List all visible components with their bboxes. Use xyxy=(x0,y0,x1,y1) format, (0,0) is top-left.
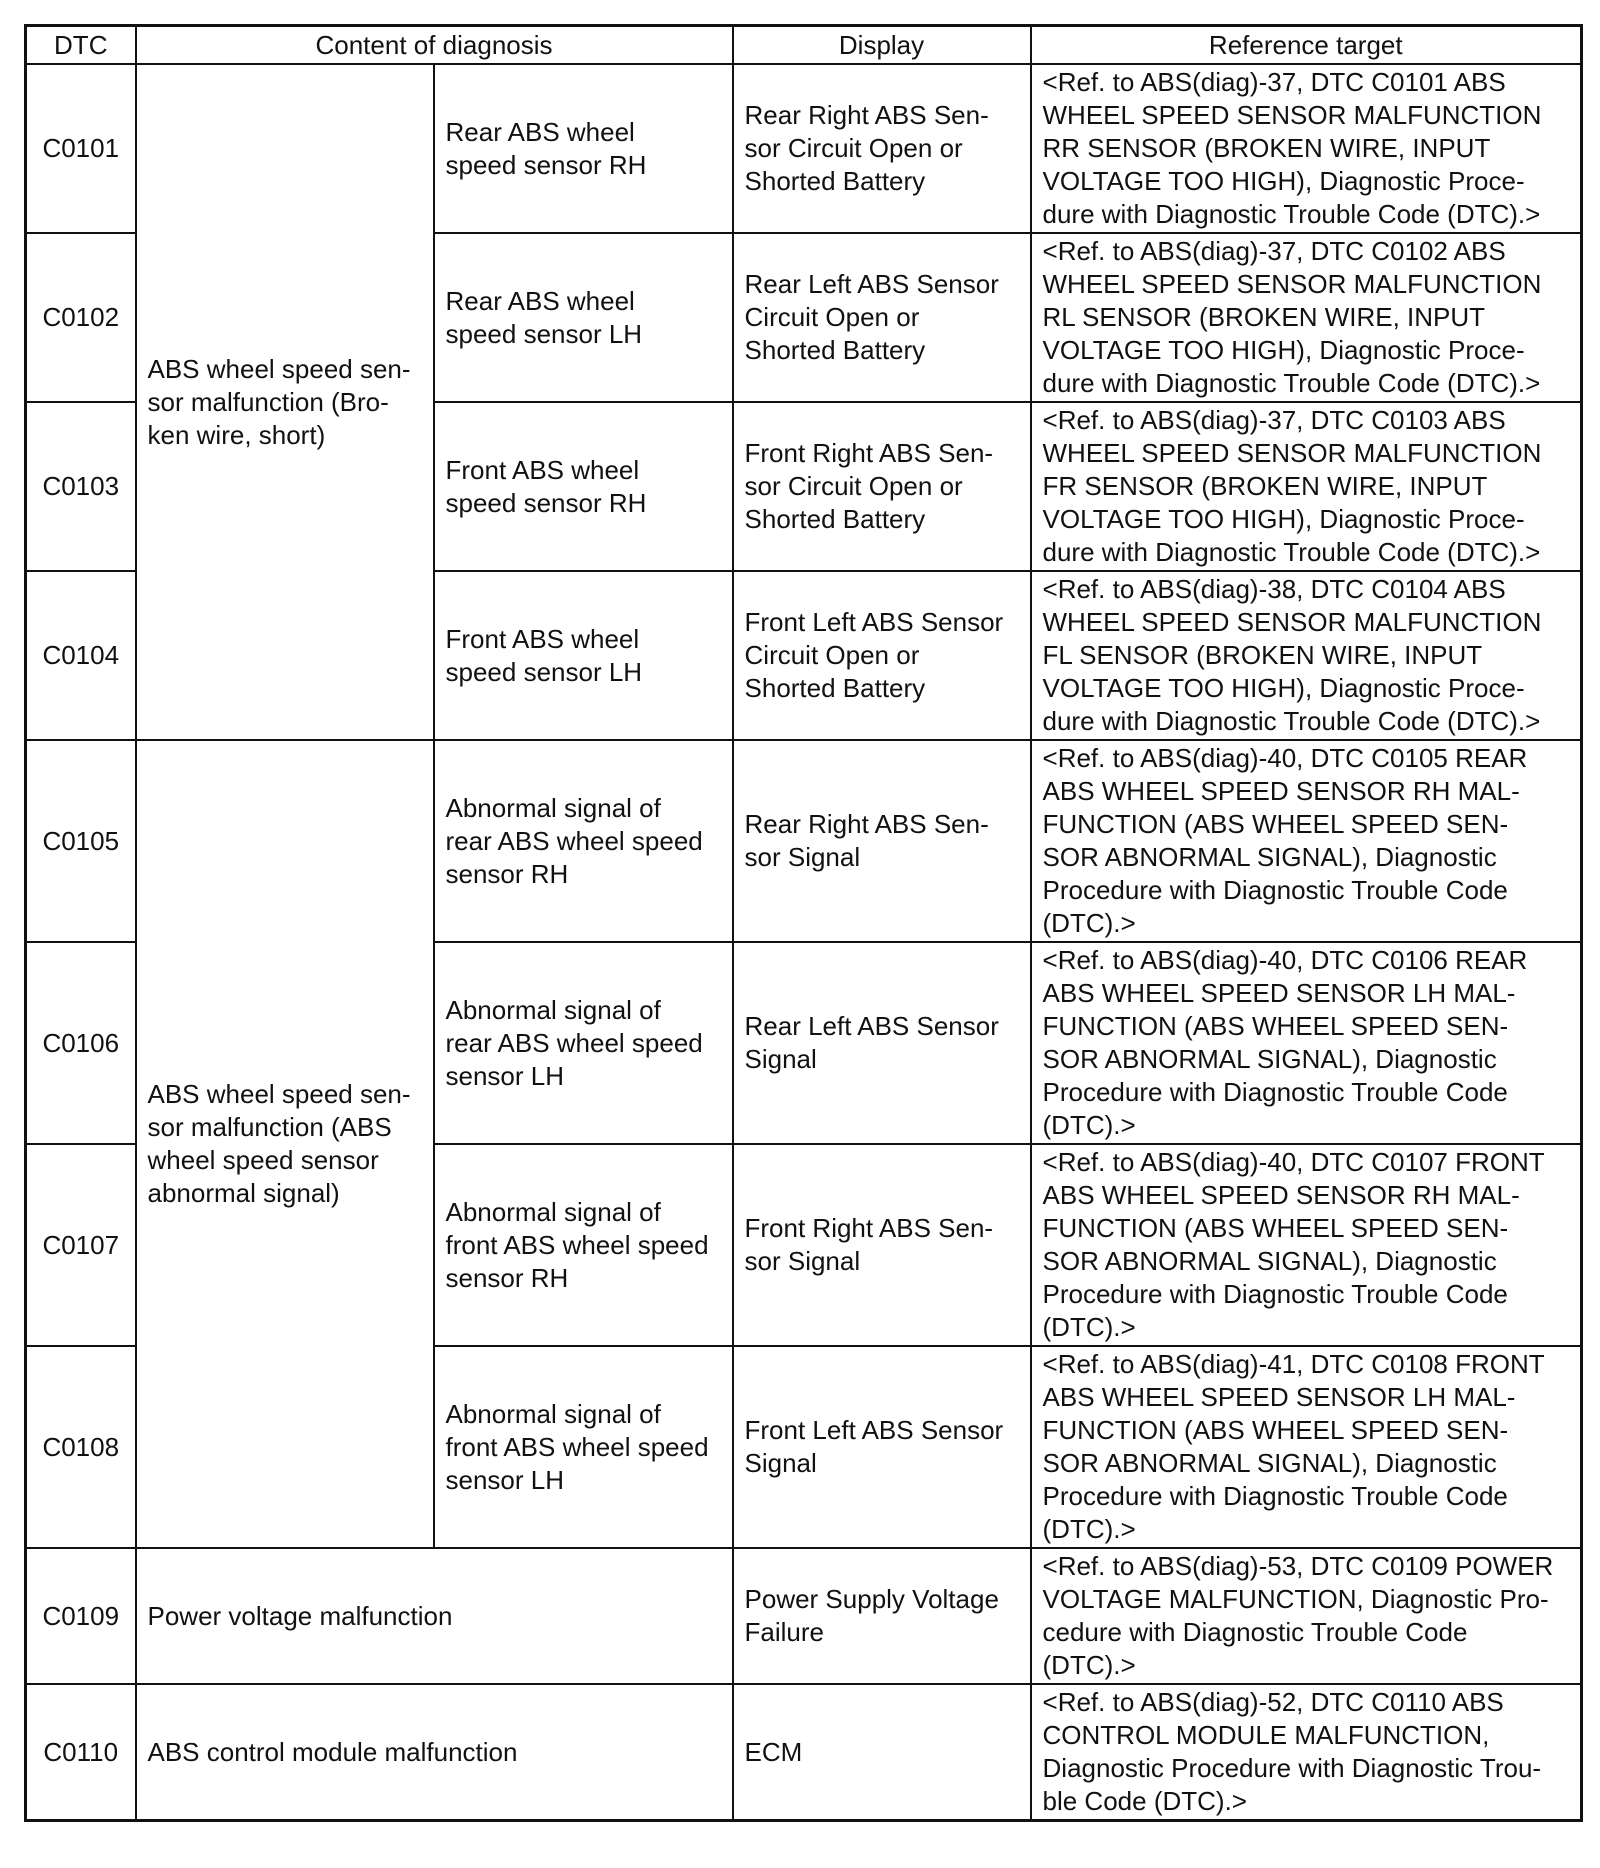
text-line: abnormal signal) xyxy=(147,1178,340,1208)
text-line: FUNCTION (ABS WHEEL SPEED SEN- xyxy=(1042,1415,1509,1445)
reference-target-cell xyxy=(1031,942,1582,1144)
text-line: front ABS wheel speed xyxy=(445,1431,709,1462)
text-line: WHEEL SPEED SENSOR MALFUNCTION xyxy=(1042,438,1542,468)
text-line: dure with Diagnostic Trouble Code (DTC).> xyxy=(1042,537,1541,567)
reference-target-cell xyxy=(1031,1684,1582,1821)
text-line: VOLTAGE MALFUNCTION, Diagnostic Pro- xyxy=(1042,1584,1549,1614)
text-line: ECM xyxy=(744,1736,803,1767)
diagnosis-content-cell xyxy=(434,1144,733,1346)
diagnosis-content-cell xyxy=(434,740,733,942)
text-line: speed sensor RH xyxy=(445,149,647,180)
text-line: FUNCTION (ABS WHEEL SPEED SEN- xyxy=(1042,1011,1509,1041)
text-line: Rear Right ABS Sen- xyxy=(744,809,989,839)
header-dtc: DTC xyxy=(26,26,136,65)
table-row xyxy=(26,1684,1582,1821)
text-line: sor malfunction (Bro- xyxy=(147,386,389,417)
text-line: wheel speed sensor xyxy=(147,1145,379,1175)
diagnosis-content-cell xyxy=(136,1684,733,1821)
display-cell xyxy=(733,740,1031,942)
text-line: Rear Left ABS Sensor xyxy=(744,269,999,299)
text-line: Front ABS wheel xyxy=(445,454,640,485)
dtc-code-cell: C0102 xyxy=(26,233,136,402)
header-content: Content of diagnosis xyxy=(136,26,733,65)
header-row xyxy=(26,26,1582,65)
text-line: sensor LH xyxy=(445,1060,564,1091)
text-line: <Ref. to ABS(diag)-37, DTC C0101 ABS xyxy=(1042,67,1506,97)
text-line: <Ref. to ABS(diag)-53, DTC C0109 POWER xyxy=(1042,1551,1554,1581)
reference-target-cell xyxy=(1031,402,1582,571)
text-line: Diagnostic Procedure with Diagnostic Trou- xyxy=(1042,1753,1542,1783)
text-line: Shorted Battery xyxy=(744,504,926,534)
text-line: (DTC).> xyxy=(1042,1312,1136,1342)
text-line: rear ABS wheel speed xyxy=(445,1027,703,1058)
text-line: VOLTAGE TOO HIGH), Diagnostic Proce- xyxy=(1042,335,1525,365)
text-line: ABS WHEEL SPEED SENSOR LH MAL- xyxy=(1042,1382,1516,1412)
dtc-code-cell: C0109 xyxy=(26,1548,136,1684)
text-line: VOLTAGE TOO HIGH), Diagnostic Proce- xyxy=(1042,166,1525,196)
diagnosis-group-cell xyxy=(136,740,434,1548)
text-line: Failure xyxy=(744,1617,824,1647)
diagnosis-content-cell xyxy=(434,402,733,571)
table-row xyxy=(26,64,1582,233)
text-line: SOR ABNORMAL SIGNAL), Diagnostic xyxy=(1042,842,1497,872)
text-line: Abnormal signal of xyxy=(445,1398,661,1429)
text-line: Front Right ABS Sen- xyxy=(744,438,994,468)
display-cell xyxy=(733,402,1031,571)
display-cell xyxy=(733,571,1031,740)
text-line: sor malfunction (ABS xyxy=(147,1112,392,1142)
text-line: Signal xyxy=(744,1448,817,1478)
text-line: sor Signal xyxy=(744,842,861,872)
text-line: CONTROL MODULE MALFUNCTION, xyxy=(1042,1720,1490,1750)
header-display: Display xyxy=(733,26,1031,65)
text-line: speed sensor RH xyxy=(445,487,647,518)
text-line: <Ref. to ABS(diag)-37, DTC C0103 ABS xyxy=(1042,405,1506,435)
text-line: front ABS wheel speed xyxy=(445,1229,709,1260)
text-line: Signal xyxy=(744,1044,817,1074)
text-line: Power Supply Voltage xyxy=(744,1584,999,1614)
text-line: sor Signal xyxy=(744,1246,861,1276)
reference-target-cell xyxy=(1031,571,1582,740)
text-line: Abnormal signal of xyxy=(445,994,661,1025)
text-line: dure with Diagnostic Trouble Code (DTC).> xyxy=(1042,199,1541,229)
text-line: ABS wheel speed sen- xyxy=(147,1079,411,1109)
text-line: rear ABS wheel speed xyxy=(445,825,703,856)
text-line: Circuit Open or xyxy=(744,640,920,670)
text-line: Shorted Battery xyxy=(744,335,926,365)
reference-target-cell xyxy=(1031,1548,1582,1684)
text-line: (DTC).> xyxy=(1042,1110,1136,1140)
diagnosis-content-cell xyxy=(434,571,733,740)
text-line: dure with Diagnostic Trouble Code (DTC).> xyxy=(1042,706,1541,736)
text-line: Procedure with Diagnostic Trouble Code xyxy=(1042,1279,1508,1309)
text-line: (DTC).> xyxy=(1042,908,1136,938)
display-cell xyxy=(733,1144,1031,1346)
text-line: WHEEL SPEED SENSOR MALFUNCTION xyxy=(1042,269,1542,299)
text-line: ABS control module malfunction xyxy=(147,1736,518,1767)
text-line: FUNCTION (ABS WHEEL SPEED SEN- xyxy=(1042,1213,1509,1243)
diagnosis-content-cell xyxy=(434,1346,733,1548)
text-line: sor Circuit Open or xyxy=(744,133,963,163)
text-line: Abnormal signal of xyxy=(445,1196,661,1227)
dtc-code-cell: C0104 xyxy=(26,571,136,740)
text-line: <Ref. to ABS(diag)-52, DTC C0110 ABS xyxy=(1042,1687,1504,1717)
text-line: SOR ABNORMAL SIGNAL), Diagnostic xyxy=(1042,1246,1497,1276)
text-line: Shorted Battery xyxy=(744,673,926,703)
text-line: Power voltage malfunction xyxy=(147,1600,453,1631)
text-line: VOLTAGE TOO HIGH), Diagnostic Proce- xyxy=(1042,504,1525,534)
table-row xyxy=(26,740,1582,942)
text-line: sensor RH xyxy=(445,858,569,889)
text-line: ABS WHEEL SPEED SENSOR RH MAL- xyxy=(1042,1180,1520,1210)
text-line: (DTC).> xyxy=(1042,1650,1136,1680)
display-cell xyxy=(733,64,1031,233)
text-line: dure with Diagnostic Trouble Code (DTC).> xyxy=(1042,368,1541,398)
text-line: Abnormal signal of xyxy=(445,792,661,823)
text-line: Front Left ABS Sensor xyxy=(744,607,1004,637)
reference-target-cell xyxy=(1031,1144,1582,1346)
text-line: sensor RH xyxy=(445,1262,569,1293)
text-line: Rear Left ABS Sensor xyxy=(744,1011,999,1041)
diagnosis-content-cell xyxy=(434,942,733,1144)
text-line: <Ref. to ABS(diag)-40, DTC C0105 REAR xyxy=(1042,743,1528,773)
text-line: VOLTAGE TOO HIGH), Diagnostic Proce- xyxy=(1042,673,1525,703)
dtc-code-cell: C0107 xyxy=(26,1144,136,1346)
text-line: <Ref. to ABS(diag)-41, DTC C0108 FRONT xyxy=(1042,1349,1545,1379)
text-line: Rear ABS wheel xyxy=(445,285,635,316)
text-line: ABS wheel speed sen- xyxy=(147,353,411,384)
reference-target-cell xyxy=(1031,1346,1582,1548)
text-line: ble Code (DTC).> xyxy=(1042,1786,1247,1816)
text-line: cedure with Diagnostic Trouble Code xyxy=(1042,1617,1468,1647)
display-cell xyxy=(733,233,1031,402)
reference-target-cell xyxy=(1031,64,1582,233)
text-line: sor Circuit Open or xyxy=(744,471,963,501)
text-line: <Ref. to ABS(diag)-38, DTC C0104 ABS xyxy=(1042,574,1506,604)
text-line: Procedure with Diagnostic Trouble Code xyxy=(1042,1481,1508,1511)
text-line: <Ref. to ABS(diag)-37, DTC C0102 ABS xyxy=(1042,236,1506,266)
dtc-code-cell: C0105 xyxy=(26,740,136,942)
text-line: Front Right ABS Sen- xyxy=(744,1213,994,1243)
text-line: Rear Right ABS Sen- xyxy=(744,100,989,130)
text-line: <Ref. to ABS(diag)-40, DTC C0107 FRONT xyxy=(1042,1147,1545,1177)
display-cell xyxy=(733,1548,1031,1684)
text-line: FL SENSOR (BROKEN WIRE, INPUT xyxy=(1042,640,1483,670)
reference-target-cell xyxy=(1031,740,1582,942)
diagnosis-content-cell xyxy=(434,233,733,402)
text-line: speed sensor LH xyxy=(445,318,643,349)
reference-target-cell xyxy=(1031,233,1582,402)
text-line: FR SENSOR (BROKEN WIRE, INPUT xyxy=(1042,471,1488,501)
text-line: <Ref. to ABS(diag)-40, DTC C0106 REAR xyxy=(1042,945,1528,975)
diagnosis-content-cell xyxy=(136,1548,733,1684)
text-line: Shorted Battery xyxy=(744,166,926,196)
diagnosis-group-cell xyxy=(136,64,434,740)
text-line: ken wire, short) xyxy=(147,419,326,450)
table-row xyxy=(26,1548,1582,1684)
diagnosis-content-cell xyxy=(434,64,733,233)
text-line: Rear ABS wheel xyxy=(445,116,635,147)
text-line: SOR ABNORMAL SIGNAL), Diagnostic xyxy=(1042,1044,1497,1074)
display-cell xyxy=(733,1684,1031,1821)
text-line: sensor LH xyxy=(445,1464,564,1495)
dtc-code-cell: C0103 xyxy=(26,402,136,571)
text-line: RR SENSOR (BROKEN WIRE, INPUT xyxy=(1042,133,1491,163)
dtc-code-cell: C0101 xyxy=(26,64,136,233)
display-cell xyxy=(733,1346,1031,1548)
table-body xyxy=(26,64,1582,1821)
text-line: FUNCTION (ABS WHEEL SPEED SEN- xyxy=(1042,809,1509,839)
dtc-table xyxy=(24,24,1583,1822)
dtc-code-cell: C0106 xyxy=(26,942,136,1144)
text-line: SOR ABNORMAL SIGNAL), Diagnostic xyxy=(1042,1448,1497,1478)
text-line: Procedure with Diagnostic Trouble Code xyxy=(1042,875,1508,905)
text-line: WHEEL SPEED SENSOR MALFUNCTION xyxy=(1042,607,1542,637)
text-line: Front Left ABS Sensor xyxy=(744,1415,1004,1445)
text-line: Circuit Open or xyxy=(744,302,920,332)
text-line: Front ABS wheel xyxy=(445,623,640,654)
dtc-code-cell: C0108 xyxy=(26,1346,136,1548)
text-line: ABS WHEEL SPEED SENSOR LH MAL- xyxy=(1042,978,1516,1008)
text-line: speed sensor LH xyxy=(445,656,643,687)
header-reference: Reference target xyxy=(1031,26,1582,65)
dtc-code-cell: C0110 xyxy=(26,1684,136,1821)
display-cell xyxy=(733,942,1031,1144)
text-line: (DTC).> xyxy=(1042,1514,1136,1544)
text-line: Procedure with Diagnostic Trouble Code xyxy=(1042,1077,1508,1107)
text-line: RL SENSOR (BROKEN WIRE, INPUT xyxy=(1042,302,1486,332)
text-line: ABS WHEEL SPEED SENSOR RH MAL- xyxy=(1042,776,1520,806)
text-line: WHEEL SPEED SENSOR MALFUNCTION xyxy=(1042,100,1542,130)
